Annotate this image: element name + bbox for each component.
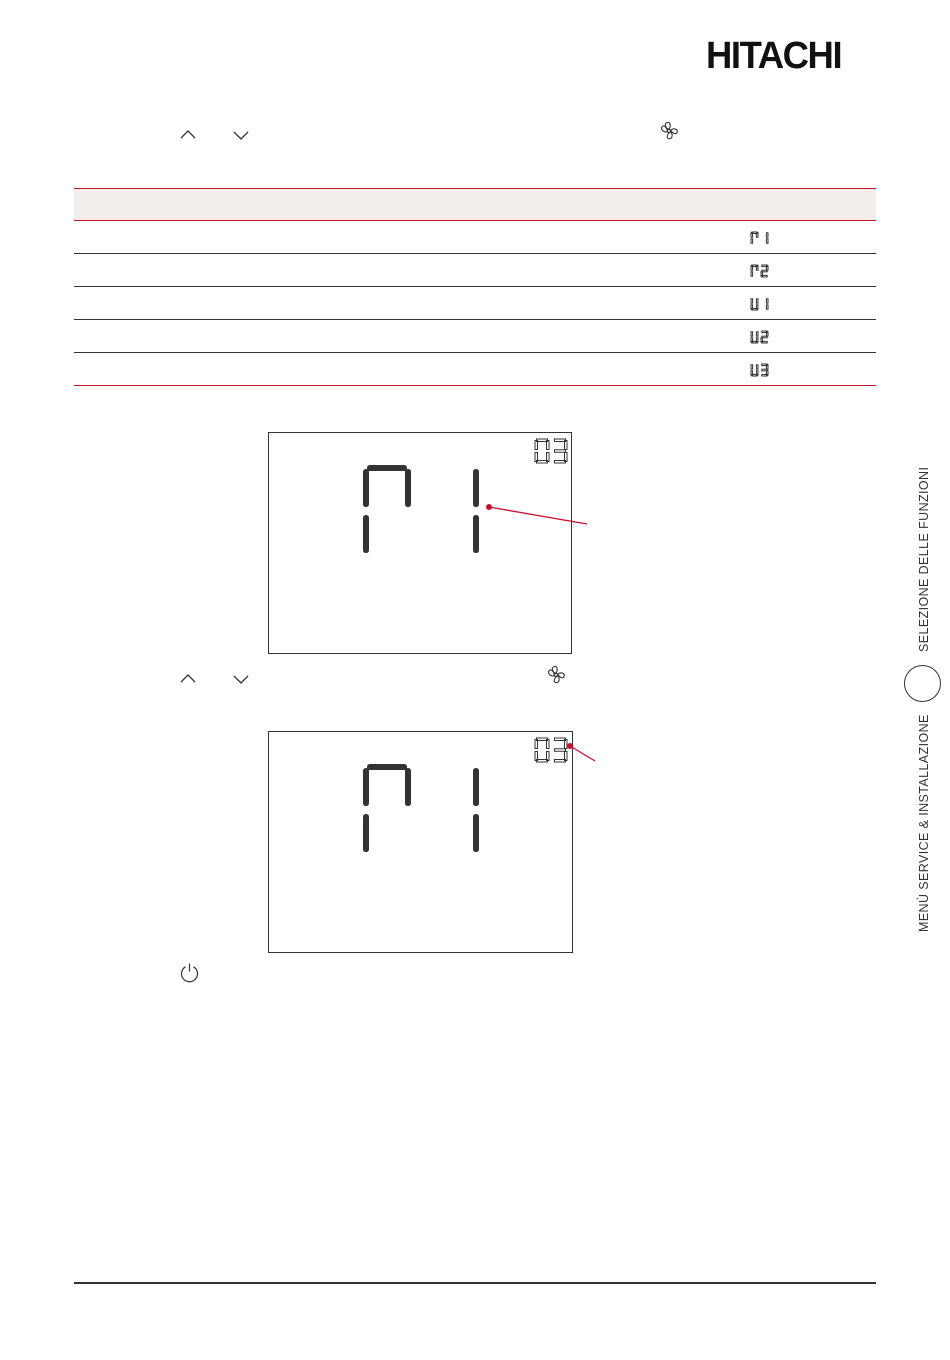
hitachi-logo: HITACHI (706, 35, 842, 77)
lcd-main-char (363, 465, 411, 553)
code-char (761, 331, 768, 343)
table-row (74, 353, 876, 386)
code-char (751, 365, 758, 376)
section-marker-circle (904, 665, 941, 702)
table-header (74, 188, 876, 221)
chevron-down-icon[interactable] (233, 675, 249, 685)
function-table (74, 188, 876, 386)
table-row (74, 221, 876, 254)
code-u3 (750, 363, 770, 382)
fan-icon[interactable] (546, 665, 566, 685)
lcd-index-digit (555, 439, 568, 463)
code-char (762, 364, 768, 376)
code-char (766, 299, 768, 309)
section-label-top: SELEZIONE DELLE FUNZIONI (917, 466, 931, 652)
callout-pointer (566, 742, 598, 764)
code-u1 (750, 297, 770, 316)
code-char (751, 232, 758, 243)
lcd-main-char (473, 768, 479, 852)
lcd-display (268, 731, 573, 953)
fan-icon[interactable] (659, 121, 679, 141)
footer-divider (74, 1282, 876, 1284)
table-row (74, 287, 876, 320)
table-row (74, 320, 876, 353)
chevron-down-icon[interactable] (233, 131, 249, 141)
chevron-up-icon[interactable] (180, 129, 196, 139)
lcd-display (268, 432, 572, 654)
code-n2 (750, 264, 770, 283)
code-u2 (750, 330, 770, 349)
callout-pointer (484, 502, 590, 528)
table-row (74, 254, 876, 287)
lcd-main-char (473, 469, 479, 553)
lcd-main-char (363, 764, 411, 852)
code-char (751, 332, 758, 343)
code-char (766, 233, 768, 243)
lcd-index-digit (535, 738, 549, 762)
code-char (751, 265, 758, 276)
code-n1 (750, 231, 770, 250)
lcd-index-digit (535, 439, 549, 463)
chevron-up-icon[interactable] (180, 673, 196, 683)
code-char (751, 299, 758, 310)
power-icon[interactable] (179, 962, 200, 983)
section-label-bottom: MENÙ SERVICE & INSTALLAZIONE (917, 714, 931, 932)
code-char (761, 265, 768, 277)
